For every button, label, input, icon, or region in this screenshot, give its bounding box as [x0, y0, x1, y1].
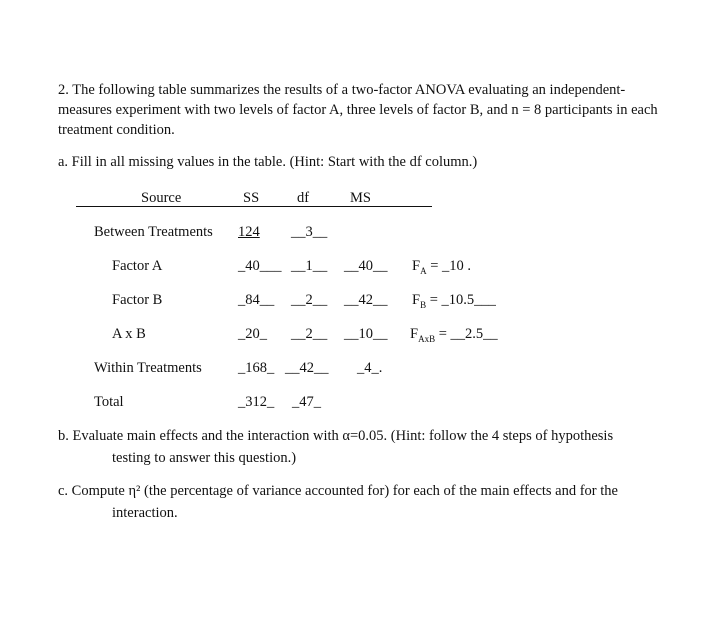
row-axb-f: $F_{AxB}$ = __2.5__ [410, 326, 498, 344]
row-total-source: Total [94, 394, 124, 410]
row-total-df: _47_ [292, 394, 321, 410]
row-axb-ms: __10__ [344, 326, 388, 342]
row-factor-b-source: Factor B [112, 292, 163, 308]
row-factor-a-df: __1__ [291, 258, 328, 274]
part-c-text-cont: interaction. [112, 505, 178, 521]
row-factor-a-ss: _40___ [238, 258, 282, 274]
row-axb-source: A x B [112, 326, 146, 342]
header-source: Source [141, 190, 182, 206]
header-df: df [297, 190, 310, 206]
row-between-df: __3__ [291, 224, 328, 240]
row-between-ss: 124 [238, 224, 260, 240]
row-within-source: Within Treatments [94, 360, 202, 376]
row-within-ms: _4_. [357, 360, 383, 376]
part-b-text-cont: testing to answer this question.) [112, 450, 297, 466]
header-underline [76, 206, 432, 207]
row-factor-a-source: Factor A [112, 258, 163, 274]
row-factor-b-df: __2__ [291, 292, 328, 308]
row-factor-b-ms: __42__ [344, 292, 388, 308]
part-c-text: c. Compute η² (the percentage of variance accounted for) for each of the main effects and for the [58, 483, 618, 499]
row-axb-df: __2__ [291, 326, 328, 342]
row-factor-b-ss: _84__ [238, 292, 275, 308]
row-axb-ss: _20_ [238, 326, 267, 342]
part-b-text: b. Evaluate main effects and the interaction with α=0.05. (Hint: follow the 4 steps of hypothesis [58, 428, 614, 444]
row-factor-a-ms: __40__ [344, 258, 388, 274]
row-between-source: Between Treatments [94, 224, 213, 240]
row-factor-a-f: $F_A$ = _10 . [412, 258, 472, 276]
row-total-ss: _312_ [238, 394, 275, 410]
row-within-ss: _168_ [238, 360, 275, 376]
question-intro: 2. The following table summarizes the results of a two-factor ANOVA evaluating an independent-measures experiment with two levels of factor A, three levels of factor B, and n = 8 participants in each treatment condition. [58, 82, 658, 138]
row-within-df: __42__ [285, 360, 329, 376]
header-ms: MS [350, 190, 371, 206]
header-ss: SS [243, 190, 260, 206]
row-factor-b-f: $F_B$ = _10.5___ [412, 292, 496, 310]
part-a-text: a. Fill in all missing values in the table. (Hint: Start with the df column.) [58, 154, 478, 170]
